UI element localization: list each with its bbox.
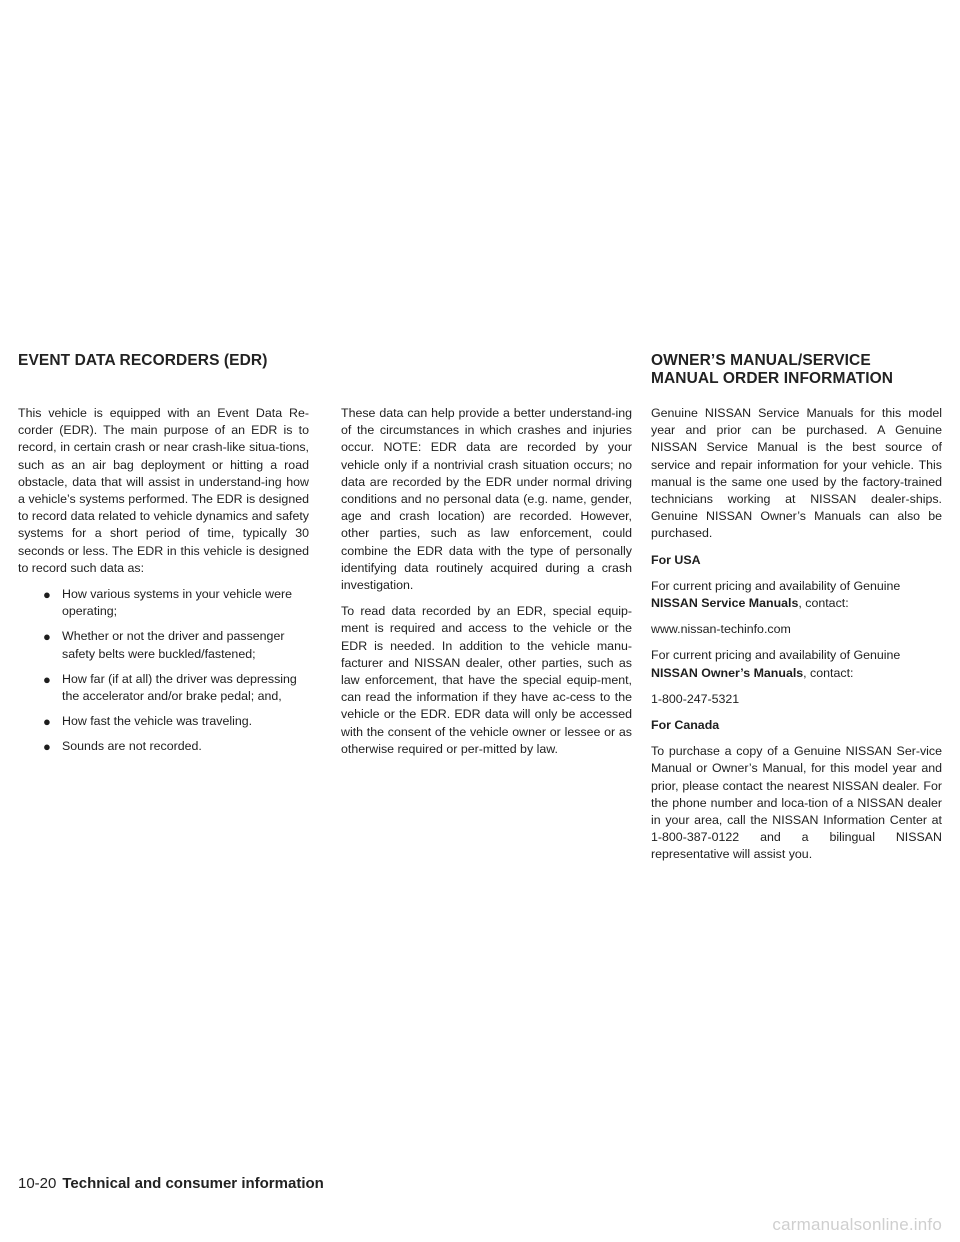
watermark: carmanualsonline.info — [772, 1215, 942, 1234]
usa-owner-bold: NISSAN Owner’s Manuals — [651, 665, 804, 680]
list-item-text: Sounds are not recorded. — [62, 739, 202, 754]
section-title-edr: EVENT DATA RECORDERS (EDR) — [18, 352, 268, 369]
edr-data-list — [18, 586, 309, 756]
usa-service-manuals-text — [651, 578, 942, 612]
list-item-text: Whether or not the driver and passenger safety belts were buckled/fastened; — [62, 629, 285, 661]
manual-intro-paragraph: Genuine NISSAN Service Manuals for this model year and prior can be purchased. A Genuine NISSAN Service Manual is the best source of service and repair information for your vehicle. This manual is the same one used by the factory-trained technicians working at NISSAN dealer-ships. Genuine NISSAN Owner’s Manuals can also be purchased. — [651, 406, 942, 541]
list-item — [18, 628, 309, 662]
manual-title-line2: MANUAL ORDER INFORMATION — [651, 370, 894, 387]
bullet-icon: ● — [43, 587, 51, 603]
column-3 — [651, 405, 942, 873]
page-footer — [18, 1175, 324, 1192]
usa-heading: For USA — [651, 552, 701, 567]
usa-owner-manuals-text — [651, 647, 942, 681]
section-title-manual-order — [651, 352, 951, 388]
list-item-text: How various systems in your vehicle were operating; — [62, 587, 292, 619]
canada-heading: For Canada — [651, 718, 720, 733]
edr-intro-paragraph: This vehicle is equipped with an Event Data Re-corder (EDR). The main purpose of an EDR is to record, in certain crash or near crash-like situa-tions, such as an air bag deployment or hitting a road obstacle, data that will assist in understand-ing how a vehicle’s systems performed. The EDR is designed to record data related to vehicle dynamics and safety systems for a short period of time, typically 30 seconds or less. The EDR in this vehicle is designed to record such data as: — [18, 406, 309, 575]
usa-service-bold: NISSAN Service Manuals — [651, 596, 799, 611]
list-item — [18, 738, 309, 755]
footer-section-title: Technical and consumer information — [62, 1175, 324, 1192]
edr-paragraph-2: These data can help provide a better understand-ing of the circumstances in which crashes and injuries occur. NOTE: EDR data are recorded by your vehicle only if a nontrivial crash situation occurs; no data are recorded by the EDR under normal driving conditions and no personal data (e.g. name, gender, age and crash location) are recorded. However, other parties, such as law enforcement, could combine the EDR data with the type of personally identifying data routinely acquired during a crash investigation. — [341, 406, 632, 593]
column-1 — [18, 405, 309, 764]
list-item — [18, 586, 309, 620]
list-item-text: How far (if at all) the driver was depressing the accelerator and/or brake pedal; and, — [62, 671, 297, 704]
bullet-icon: ● — [43, 714, 51, 730]
usa-service-pre: For current pricing and availability of Genuine — [651, 578, 901, 593]
manual-title-line1: OWNER’S MANUAL/SERVICE — [651, 352, 871, 369]
column-2 — [341, 405, 632, 767]
bullet-icon: ● — [43, 629, 51, 645]
usa-owner-contact: 1-800-247-5321 — [651, 691, 740, 706]
edr-paragraph-3: To read data recorded by an EDR, special equip-ment is required and access to the vehicle or the EDR is needed. In addition to the vehicle manu-facturer and NISSAN dealer, other parties, such as law enforcement, that have the special equip-ment, can read the information if they have ac-cess to the vehicle or the EDR. EDR data will only be accessed with the consent of the vehicle owner or lessee or as otherwise required or per-mitted by law. — [341, 604, 632, 756]
usa-owner-post: , contact: — [803, 665, 854, 680]
usa-owner-pre: For current pricing and availability of Genuine — [651, 648, 901, 663]
list-item — [18, 713, 309, 730]
page-number: 10-20 — [18, 1175, 57, 1192]
usa-service-post: , contact: — [798, 596, 849, 611]
bullet-icon: ● — [43, 739, 51, 755]
list-item-text: How fast the vehicle was traveling. — [62, 714, 253, 729]
bullet-icon: ● — [43, 671, 51, 687]
usa-service-contact: www.nissan-techinfo.com — [651, 622, 791, 637]
canada-paragraph: To purchase a copy of a Genuine NISSAN Ser-vice Manual or Owner’s Manual, for this model year and prior, please contact the nearest NISSAN dealer. For the phone number and loca-tion of a NISSAN dealer in your area, call the NISSAN Information Center at 1-800-387-0122 and a bilingual NISSAN representative will assist you. — [651, 744, 942, 862]
list-item — [18, 671, 309, 705]
